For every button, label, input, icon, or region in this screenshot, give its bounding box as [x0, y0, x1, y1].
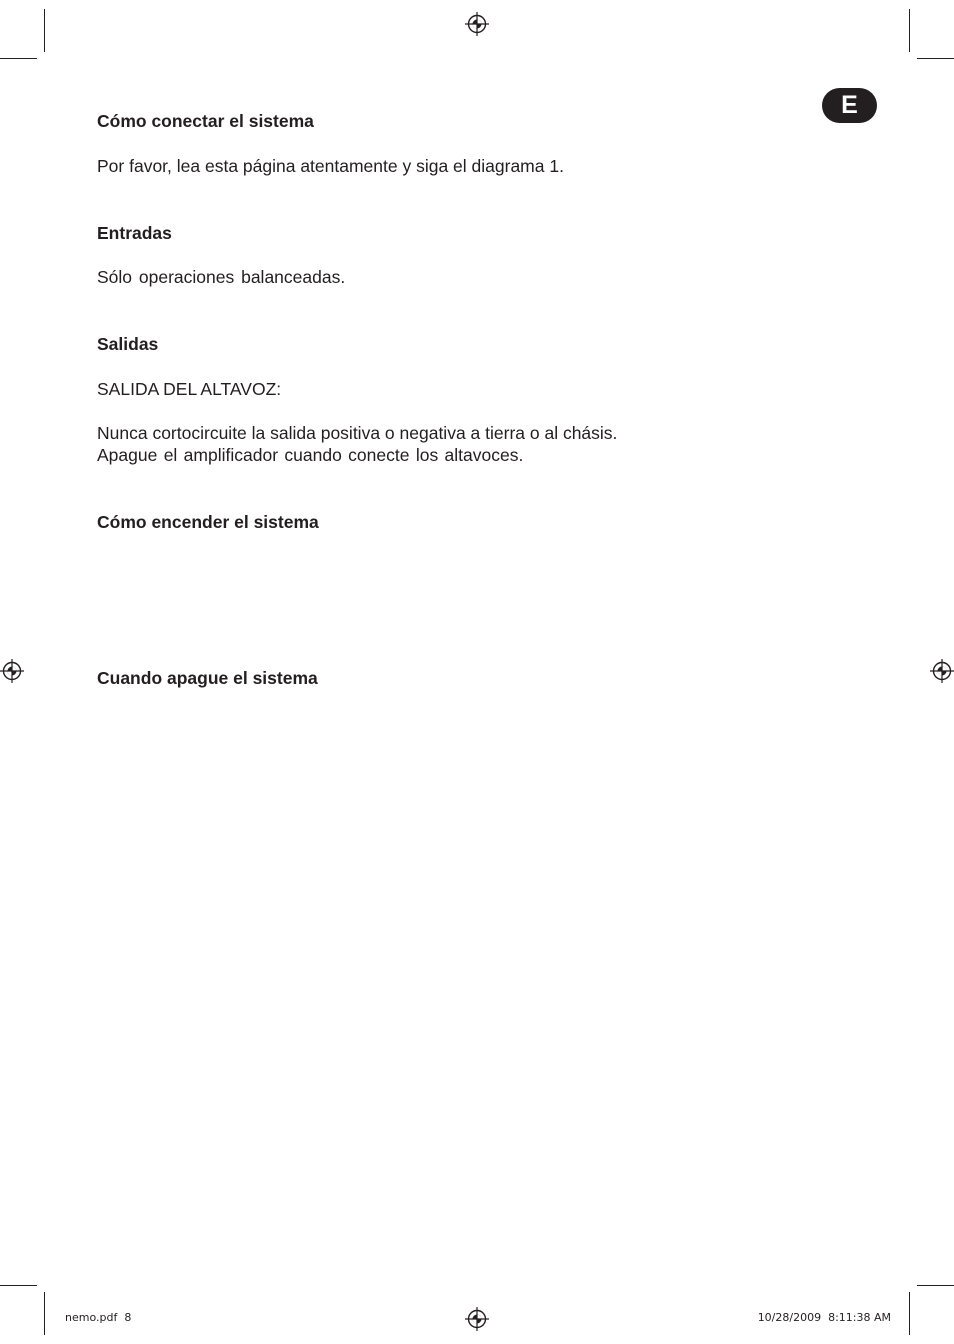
section-heading-inputs: Entradas: [97, 223, 172, 243]
crop-mark: [0, 1285, 37, 1286]
registration-mark-icon: [930, 659, 954, 683]
crop-mark: [0, 58, 37, 59]
section-body-outputs-line2: Apague el amplificador cuando conecte los altavoces.: [97, 445, 524, 465]
section-heading-power-off: Cuando apague el sistema: [97, 668, 318, 688]
registration-mark-icon: [465, 1307, 489, 1331]
footer-file-info: nemo.pdf 8: [65, 1311, 132, 1324]
crop-mark: [917, 1285, 954, 1286]
crop-mark: [917, 58, 954, 59]
footer-timestamp: 10/28/2009 8:11:38 AM: [757, 1311, 891, 1324]
section-heading-outputs: Salidas: [97, 334, 159, 354]
section-subheading-speaker-output: SALIDA DEL ALTAVOZ:: [97, 379, 282, 399]
crop-mark: [44, 9, 45, 52]
crop-mark: [44, 1292, 45, 1335]
crop-mark: [909, 1292, 910, 1335]
crop-mark: [909, 9, 910, 52]
section-body-connect: Por favor, lea esta página atentamente y siga el diagrama 1.: [97, 156, 564, 176]
registration-mark-icon: [465, 12, 489, 36]
section-body-outputs-line1: Nunca cortocircuite la salida positiva o negativa a tierra o al chásis.: [97, 423, 618, 443]
section-body-inputs: Sólo operaciones balanceadas.: [97, 267, 346, 287]
section-heading-power-on: Cómo encender el sistema: [97, 512, 319, 532]
registration-mark-icon: [0, 659, 24, 683]
section-heading-connect: Cómo conectar el sistema: [97, 111, 314, 131]
language-badge: E: [822, 88, 877, 123]
